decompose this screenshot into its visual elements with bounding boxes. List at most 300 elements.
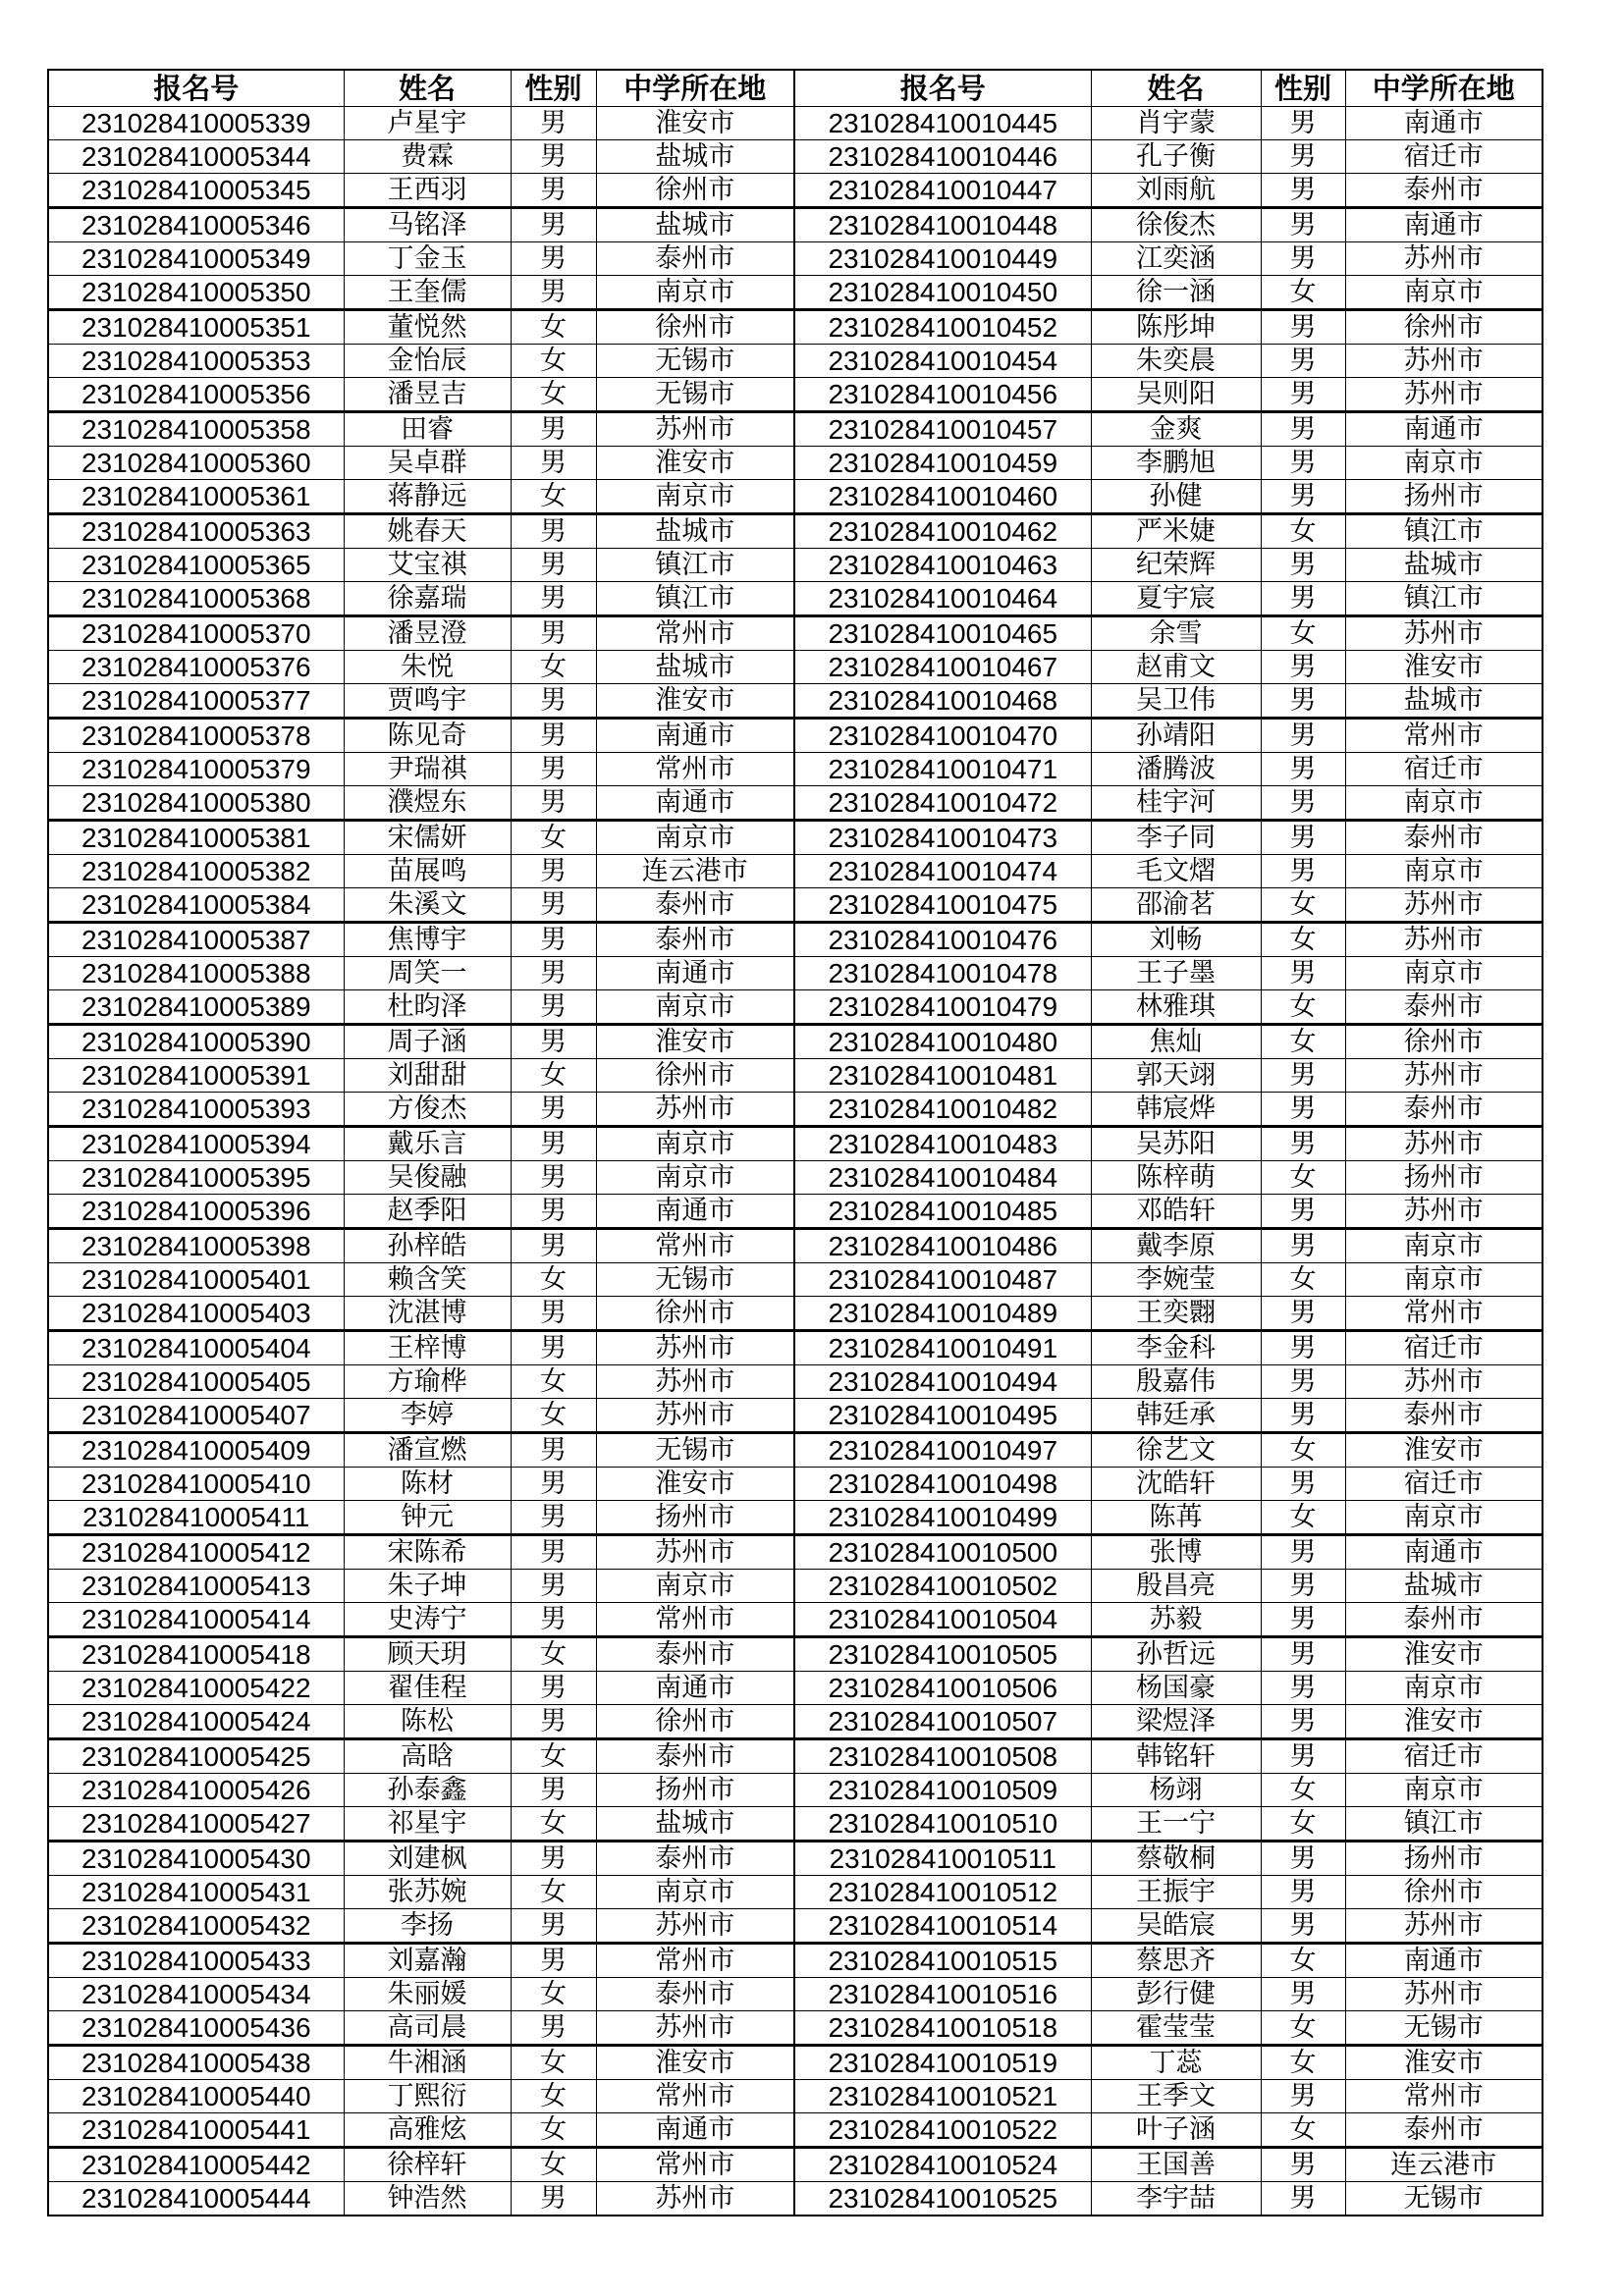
cell-gender: 女 — [1261, 2011, 1345, 2046]
table-row — [48, 990, 1543, 1025]
cell-gender: 男 — [1261, 1672, 1345, 1705]
cell-name: 徐梓轩 — [344, 2148, 511, 2182]
cell-gender: 男 — [1261, 310, 1345, 345]
cell-school-location: 镇江市 — [596, 549, 794, 582]
table-row — [48, 140, 1543, 174]
cell-gender: 男 — [1261, 480, 1345, 514]
cell-gender: 男 — [511, 1705, 596, 1739]
cell-registration-number: 231028410010499 — [794, 1501, 1091, 1535]
cell-gender: 男 — [1261, 1331, 1345, 1365]
cell-gender: 男 — [1261, 1603, 1345, 1637]
table-row — [48, 1025, 1543, 1059]
cell-registration-number: 231028410010473 — [794, 821, 1091, 855]
cell-school-location: 南通市 — [596, 1195, 794, 1229]
cell-school-location: 无锡市 — [1345, 2011, 1543, 2046]
table-row — [48, 753, 1543, 786]
cell-registration-number: 231028410005390 — [48, 1025, 344, 1059]
cell-registration-number: 231028410010509 — [794, 1774, 1091, 1807]
cell-gender: 男 — [1261, 1978, 1345, 2011]
table-row — [48, 107, 1543, 140]
cell-school-location: 淮安市 — [596, 684, 794, 719]
cell-name: 邓皓轩 — [1091, 1195, 1261, 1229]
cell-registration-number: 231028410010515 — [794, 1944, 1091, 1978]
cell-name: 殷昌亮 — [1091, 1570, 1261, 1603]
cell-name: 孙梓皓 — [344, 1229, 511, 1263]
cell-registration-number: 231028410010524 — [794, 2148, 1091, 2182]
cell-name: 马铭泽 — [344, 208, 511, 242]
cell-school-location: 扬州市 — [1345, 1842, 1543, 1876]
cell-school-location: 徐州市 — [596, 1705, 794, 1739]
cell-name: 李宇喆 — [1091, 2182, 1261, 2216]
cell-name: 刘嘉瀚 — [344, 1944, 511, 1978]
cell-school-location: 盐城市 — [596, 514, 794, 549]
cell-school-location: 苏州市 — [596, 1365, 794, 1399]
cell-name: 潘昱吉 — [344, 378, 511, 412]
table-row — [48, 1501, 1543, 1535]
cell-registration-number: 231028410005395 — [48, 1161, 344, 1195]
cell-gender: 女 — [511, 1637, 596, 1672]
cell-school-location: 连云港市 — [1345, 2148, 1543, 2182]
cell-name: 吴卫伟 — [1091, 684, 1261, 719]
cell-registration-number: 231028410010459 — [794, 447, 1091, 480]
cell-gender: 男 — [511, 514, 596, 549]
cell-name: 方俊杰 — [344, 1093, 511, 1127]
table-row — [48, 480, 1543, 514]
table-row — [48, 412, 1543, 447]
cell-name: 王奕翾 — [1091, 1297, 1261, 1331]
table-row — [48, 2182, 1543, 2216]
cell-name: 祁星宇 — [344, 1807, 511, 1842]
cell-school-location: 淮安市 — [1345, 2046, 1543, 2080]
cell-name: 张苏婉 — [344, 1876, 511, 1909]
cell-school-location: 南通市 — [1345, 412, 1543, 447]
cell-gender: 男 — [511, 1229, 596, 1263]
cell-registration-number: 231028410005405 — [48, 1365, 344, 1399]
cell-gender: 男 — [511, 1672, 596, 1705]
cell-gender: 男 — [1261, 1468, 1345, 1501]
cell-gender: 女 — [1261, 990, 1345, 1025]
cell-school-location: 南通市 — [1345, 1535, 1543, 1570]
cell-name: 潘腾波 — [1091, 753, 1261, 786]
cell-school-location: 南通市 — [596, 786, 794, 821]
cell-gender: 女 — [511, 1739, 596, 1774]
table-row — [48, 684, 1543, 719]
cell-school-location: 南京市 — [596, 1127, 794, 1161]
cell-name: 王西羽 — [344, 174, 511, 208]
cell-school-location: 南京市 — [1345, 447, 1543, 480]
cell-registration-number: 231028410005426 — [48, 1774, 344, 1807]
cell-school-location: 苏州市 — [1345, 1195, 1543, 1229]
cell-registration-number: 231028410005430 — [48, 1842, 344, 1876]
cell-registration-number: 231028410010450 — [794, 276, 1091, 310]
cell-gender: 男 — [1261, 208, 1345, 242]
cell-registration-number: 231028410005427 — [48, 1807, 344, 1842]
cell-registration-number: 231028410010479 — [794, 990, 1091, 1025]
cell-registration-number: 231028410010502 — [794, 1570, 1091, 1603]
table-row — [48, 1433, 1543, 1468]
cell-gender: 男 — [1261, 107, 1345, 140]
cell-name: 邵渝茗 — [1091, 888, 1261, 923]
cell-school-location: 无锡市 — [596, 378, 794, 412]
cell-school-location: 泰州市 — [1345, 174, 1543, 208]
cell-registration-number: 231028410005360 — [48, 447, 344, 480]
cell-name: 李金科 — [1091, 1331, 1261, 1365]
cell-school-location: 苏州市 — [596, 412, 794, 447]
cell-gender: 男 — [511, 1535, 596, 1570]
cell-name: 吴皓宸 — [1091, 1909, 1261, 1944]
cell-gender: 男 — [1261, 549, 1345, 582]
cell-registration-number: 231028410010452 — [794, 310, 1091, 345]
cell-gender: 男 — [1261, 1297, 1345, 1331]
cell-school-location: 徐州市 — [596, 174, 794, 208]
cell-registration-number: 231028410005387 — [48, 923, 344, 957]
cell-gender: 女 — [511, 310, 596, 345]
cell-registration-number: 231028410010497 — [794, 1433, 1091, 1468]
cell-gender: 女 — [1261, 1025, 1345, 1059]
cell-school-location: 常州市 — [1345, 2080, 1543, 2113]
table-row — [48, 2113, 1543, 2148]
cell-gender: 男 — [511, 1603, 596, 1637]
cell-name: 李婉莹 — [1091, 1263, 1261, 1297]
table-row — [48, 1535, 1543, 1570]
cell-school-location: 苏州市 — [596, 1909, 794, 1944]
cell-name: 濮煜东 — [344, 786, 511, 821]
table-row — [48, 1331, 1543, 1365]
cell-school-location: 苏州市 — [1345, 1365, 1543, 1399]
cell-name: 贾鸣宇 — [344, 684, 511, 719]
cell-school-location: 南京市 — [596, 480, 794, 514]
table-row — [48, 1637, 1543, 1672]
cell-gender: 男 — [511, 549, 596, 582]
cell-name: 丁蕊 — [1091, 2046, 1261, 2080]
cell-gender: 女 — [511, 651, 596, 684]
cell-gender: 女 — [511, 1978, 596, 2011]
table-row — [48, 1161, 1543, 1195]
cell-registration-number: 231028410010495 — [794, 1399, 1091, 1433]
cell-gender: 男 — [1261, 140, 1345, 174]
cell-school-location: 常州市 — [596, 1603, 794, 1637]
cell-name: 孙泰鑫 — [344, 1774, 511, 1807]
cell-gender: 女 — [1261, 1774, 1345, 1807]
cell-name: 殷嘉伟 — [1091, 1365, 1261, 1399]
table-row — [48, 2080, 1543, 2113]
cell-gender: 男 — [1261, 719, 1345, 753]
cell-gender: 男 — [1261, 1127, 1345, 1161]
cell-name: 戴李原 — [1091, 1229, 1261, 1263]
cell-school-location: 扬州市 — [596, 1774, 794, 1807]
table-body — [48, 107, 1543, 2216]
cell-school-location: 苏州市 — [596, 2182, 794, 2216]
cell-school-location: 南京市 — [596, 821, 794, 855]
cell-name: 杨国豪 — [1091, 1672, 1261, 1705]
cell-name: 桂宇河 — [1091, 786, 1261, 821]
cell-registration-number: 231028410005377 — [48, 684, 344, 719]
cell-name: 吴则阳 — [1091, 378, 1261, 412]
cell-gender: 女 — [1261, 1944, 1345, 1978]
cell-registration-number: 231028410005401 — [48, 1263, 344, 1297]
cell-name: 王一宁 — [1091, 1807, 1261, 1842]
cell-name: 金怡辰 — [344, 345, 511, 378]
cell-gender: 男 — [511, 276, 596, 310]
cell-school-location: 盐城市 — [596, 651, 794, 684]
cell-gender: 男 — [511, 753, 596, 786]
cell-name: 韩铭轩 — [1091, 1739, 1261, 1774]
cell-name: 赖含笑 — [344, 1263, 511, 1297]
cell-name: 郭天翊 — [1091, 1059, 1261, 1093]
cell-gender: 女 — [1261, 888, 1345, 923]
cell-registration-number: 231028410010447 — [794, 174, 1091, 208]
cell-registration-number: 231028410005380 — [48, 786, 344, 821]
cell-name: 肖宇蒙 — [1091, 107, 1261, 140]
cell-school-location: 盐城市 — [596, 208, 794, 242]
cell-gender: 男 — [1261, 582, 1345, 616]
cell-school-location: 无锡市 — [596, 1433, 794, 1468]
cell-registration-number: 231028410005339 — [48, 107, 344, 140]
cell-registration-number: 231028410005356 — [48, 378, 344, 412]
cell-gender: 男 — [1261, 821, 1345, 855]
cell-registration-number: 231028410010472 — [794, 786, 1091, 821]
cell-gender: 男 — [1261, 1059, 1345, 1093]
cell-school-location: 常州市 — [596, 1944, 794, 1978]
cell-registration-number: 231028410005378 — [48, 719, 344, 753]
cell-gender: 女 — [511, 2113, 596, 2148]
cell-registration-number: 231028410005431 — [48, 1876, 344, 1909]
cell-name: 刘建枫 — [344, 1842, 511, 1876]
cell-gender: 男 — [511, 1842, 596, 1876]
cell-registration-number: 231028410010484 — [794, 1161, 1091, 1195]
cell-school-location: 苏州市 — [1345, 1127, 1543, 1161]
cell-gender: 男 — [511, 1331, 596, 1365]
cell-name: 毛文熠 — [1091, 855, 1261, 888]
header-school-location: 中学所在地 — [596, 70, 794, 107]
cell-school-location: 淮安市 — [596, 1468, 794, 1501]
cell-school-location: 泰州市 — [1345, 1603, 1543, 1637]
cell-school-location: 苏州市 — [1345, 1059, 1543, 1093]
table-row — [48, 1263, 1543, 1297]
cell-school-location: 常州市 — [596, 2080, 794, 2113]
cell-name: 丁金玉 — [344, 242, 511, 276]
cell-registration-number: 231028410010505 — [794, 1637, 1091, 1672]
table-row — [48, 276, 1543, 310]
cell-name: 周笑一 — [344, 957, 511, 990]
cell-school-location: 镇江市 — [1345, 1807, 1543, 1842]
cell-registration-number: 231028410005404 — [48, 1331, 344, 1365]
cell-name: 蒋静远 — [344, 480, 511, 514]
table-row — [48, 345, 1543, 378]
cell-registration-number: 231028410005424 — [48, 1705, 344, 1739]
cell-school-location: 淮安市 — [596, 107, 794, 140]
cell-name: 蔡思齐 — [1091, 1944, 1261, 1978]
table-row — [48, 957, 1543, 990]
cell-gender: 男 — [511, 1025, 596, 1059]
cell-school-location: 常州市 — [596, 616, 794, 651]
cell-school-location: 南通市 — [596, 719, 794, 753]
cell-registration-number: 231028410005433 — [48, 1944, 344, 1978]
cell-name: 戴乐言 — [344, 1127, 511, 1161]
table-row — [48, 310, 1543, 345]
cell-school-location: 南京市 — [1345, 1263, 1543, 1297]
cell-registration-number: 231028410010475 — [794, 888, 1091, 923]
cell-name: 顾天玥 — [344, 1637, 511, 1672]
table-row — [48, 1774, 1543, 1807]
cell-gender: 女 — [511, 378, 596, 412]
cell-school-location: 南京市 — [596, 1570, 794, 1603]
cell-gender: 男 — [511, 1195, 596, 1229]
cell-name: 孙健 — [1091, 480, 1261, 514]
table-row — [48, 2148, 1543, 2182]
cell-school-location: 南通市 — [1345, 208, 1543, 242]
cell-registration-number: 231028410010470 — [794, 719, 1091, 753]
cell-registration-number: 231028410010508 — [794, 1739, 1091, 1774]
header-gender: 性别 — [511, 70, 596, 107]
cell-school-location: 扬州市 — [1345, 480, 1543, 514]
cell-school-location: 苏州市 — [1345, 1978, 1543, 2011]
cell-school-location: 南京市 — [1345, 1672, 1543, 1705]
cell-registration-number: 231028410005409 — [48, 1433, 344, 1468]
cell-gender: 女 — [511, 1263, 596, 1297]
cell-school-location: 苏州市 — [596, 2011, 794, 2046]
table-row — [48, 2046, 1543, 2080]
cell-gender: 男 — [511, 447, 596, 480]
cell-registration-number: 231028410005410 — [48, 1468, 344, 1501]
cell-registration-number: 231028410010449 — [794, 242, 1091, 276]
header-name: 姓名 — [344, 70, 511, 107]
cell-gender: 男 — [511, 1944, 596, 1978]
table-row — [48, 1127, 1543, 1161]
cell-school-location: 常州市 — [1345, 1297, 1543, 1331]
cell-registration-number: 231028410010486 — [794, 1229, 1091, 1263]
cell-gender: 女 — [511, 2148, 596, 2182]
cell-name: 李婷 — [344, 1399, 511, 1433]
cell-registration-number: 231028410005403 — [48, 1297, 344, 1331]
cell-registration-number: 231028410005350 — [48, 276, 344, 310]
cell-registration-number: 231028410010481 — [794, 1059, 1091, 1093]
cell-school-location: 南京市 — [1345, 786, 1543, 821]
cell-gender: 男 — [1261, 1876, 1345, 1909]
table-row — [48, 1365, 1543, 1399]
cell-gender: 男 — [1261, 786, 1345, 821]
cell-registration-number: 231028410010487 — [794, 1263, 1091, 1297]
cell-registration-number: 231028410005444 — [48, 2182, 344, 2216]
cell-gender: 女 — [1261, 1263, 1345, 1297]
cell-school-location: 宿迁市 — [1345, 1739, 1543, 1774]
cell-gender: 男 — [511, 684, 596, 719]
cell-gender: 男 — [511, 990, 596, 1025]
table-row — [48, 719, 1543, 753]
cell-school-location: 无锡市 — [596, 345, 794, 378]
cell-registration-number: 231028410010485 — [794, 1195, 1091, 1229]
cell-gender: 男 — [511, 2011, 596, 2046]
cell-name: 李子同 — [1091, 821, 1261, 855]
cell-school-location: 苏州市 — [596, 1535, 794, 1570]
cell-registration-number: 231028410010454 — [794, 345, 1091, 378]
cell-registration-number: 231028410010445 — [794, 107, 1091, 140]
cell-registration-number: 231028410005384 — [48, 888, 344, 923]
table-row — [48, 208, 1543, 242]
cell-school-location: 常州市 — [596, 753, 794, 786]
cell-school-location: 泰州市 — [1345, 990, 1543, 1025]
cell-school-location: 徐州市 — [1345, 1876, 1543, 1909]
header-gender: 性别 — [1261, 70, 1345, 107]
cell-school-location: 泰州市 — [596, 1978, 794, 2011]
cell-name: 方瑜桦 — [344, 1365, 511, 1399]
cell-registration-number: 231028410010446 — [794, 140, 1091, 174]
cell-name: 王子墨 — [1091, 957, 1261, 990]
cell-name: 王梓博 — [344, 1331, 511, 1365]
cell-gender: 女 — [511, 1365, 596, 1399]
table-row — [48, 1807, 1543, 1842]
cell-gender: 男 — [1261, 1637, 1345, 1672]
cell-school-location: 苏州市 — [1345, 345, 1543, 378]
cell-school-location: 盐城市 — [1345, 684, 1543, 719]
cell-registration-number: 231028410010474 — [794, 855, 1091, 888]
cell-registration-number: 231028410005379 — [48, 753, 344, 786]
cell-gender: 男 — [1261, 345, 1345, 378]
cell-registration-number: 231028410010462 — [794, 514, 1091, 549]
cell-registration-number: 231028410005432 — [48, 1909, 344, 1944]
cell-registration-number: 231028410010457 — [794, 412, 1091, 447]
cell-gender: 男 — [1261, 447, 1345, 480]
table-row — [48, 1909, 1543, 1944]
cell-registration-number: 231028410005414 — [48, 1603, 344, 1637]
cell-name: 刘雨航 — [1091, 174, 1261, 208]
cell-school-location: 宿迁市 — [1345, 753, 1543, 786]
cell-gender: 男 — [1261, 2148, 1345, 2182]
cell-registration-number: 231028410005407 — [48, 1399, 344, 1433]
cell-gender: 男 — [1261, 1093, 1345, 1127]
cell-gender: 女 — [1261, 1807, 1345, 1842]
header-registration-number: 报名号 — [48, 70, 344, 107]
cell-name: 沈湛博 — [344, 1297, 511, 1331]
cell-name: 苏毅 — [1091, 1603, 1261, 1637]
cell-school-location: 徐州市 — [1345, 1025, 1543, 1059]
cell-name: 李鹏旭 — [1091, 447, 1261, 480]
cell-name: 朱悦 — [344, 651, 511, 684]
cell-name: 韩宸烨 — [1091, 1093, 1261, 1127]
cell-name: 吴俊融 — [344, 1161, 511, 1195]
cell-registration-number: 231028410010518 — [794, 2011, 1091, 2046]
cell-gender: 男 — [511, 1774, 596, 1807]
cell-registration-number: 231028410005391 — [48, 1059, 344, 1093]
cell-gender: 女 — [511, 480, 596, 514]
cell-gender: 男 — [1261, 684, 1345, 719]
cell-gender: 男 — [511, 412, 596, 447]
cell-gender: 女 — [511, 1399, 596, 1433]
cell-name: 高雅炫 — [344, 2113, 511, 2148]
table-row — [48, 1705, 1543, 1739]
cell-name: 吴卓群 — [344, 447, 511, 480]
cell-registration-number: 231028410005381 — [48, 821, 344, 855]
cell-school-location: 盐城市 — [1345, 549, 1543, 582]
cell-gender: 男 — [511, 2182, 596, 2216]
cell-name: 严米婕 — [1091, 514, 1261, 549]
cell-name: 朱丽媛 — [344, 1978, 511, 2011]
cell-name: 宋儒妍 — [344, 821, 511, 855]
cell-gender: 男 — [511, 923, 596, 957]
cell-name: 杨翊 — [1091, 1774, 1261, 1807]
cell-name: 潘宣燃 — [344, 1433, 511, 1468]
cell-name: 翟佳程 — [344, 1672, 511, 1705]
cell-school-location: 常州市 — [596, 2148, 794, 2182]
cell-school-location: 苏州市 — [1345, 888, 1543, 923]
cell-registration-number: 231028410010519 — [794, 2046, 1091, 2080]
cell-school-location: 泰州市 — [596, 888, 794, 923]
cell-school-location: 南京市 — [596, 990, 794, 1025]
cell-registration-number: 231028410010491 — [794, 1331, 1091, 1365]
cell-registration-number: 231028410005394 — [48, 1127, 344, 1161]
cell-registration-number: 231028410010483 — [794, 1127, 1091, 1161]
cell-registration-number: 231028410010504 — [794, 1603, 1091, 1637]
